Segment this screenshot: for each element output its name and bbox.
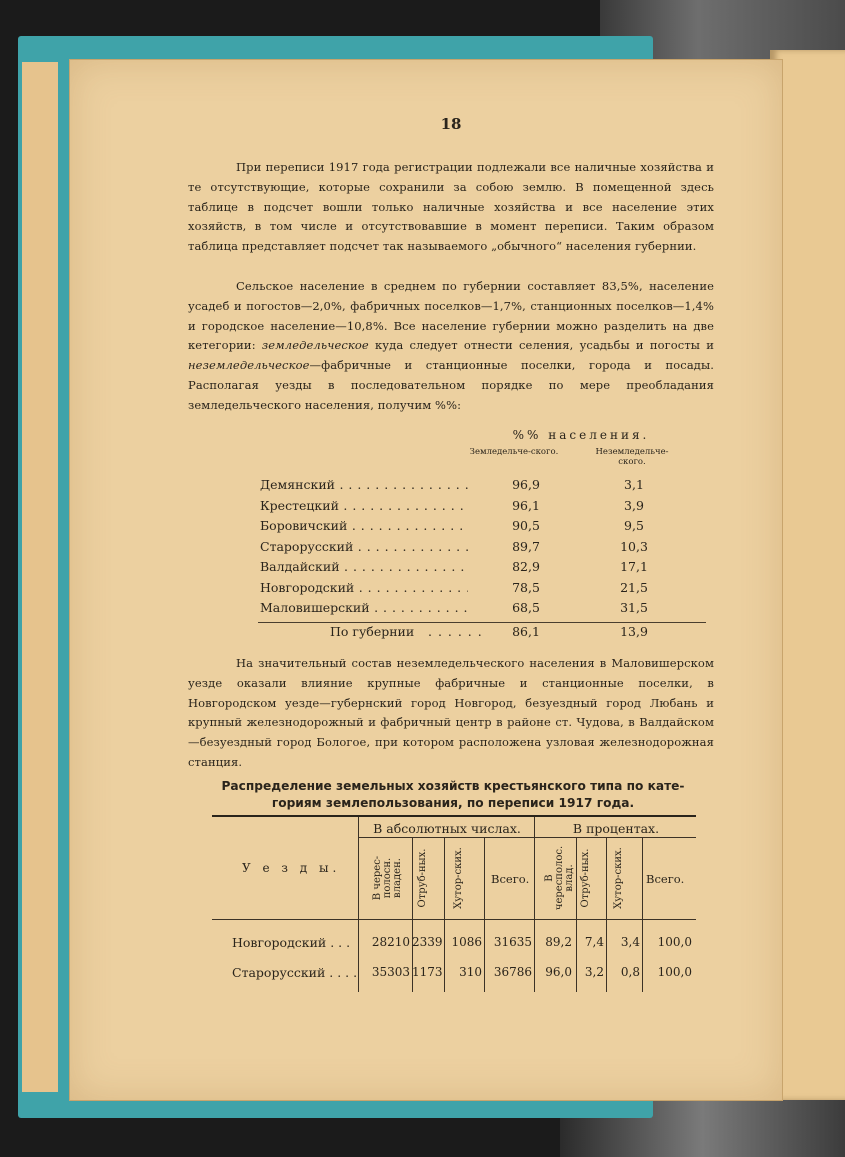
land-cell: 96,0: [545, 965, 572, 979]
land-cell: 31635: [493, 935, 532, 949]
district-name: Крестецкий . . .: [260, 498, 468, 513]
total-label: По губернии: [330, 624, 415, 639]
land-cell: 3,4: [620, 935, 640, 949]
population-row: [260, 580, 680, 600]
population-row: [260, 498, 680, 518]
nonagricultural-pct: 31,5: [620, 600, 648, 615]
agricultural-pct: 82,9: [512, 559, 540, 574]
paragraph-2-emphasis-1: земледельческое: [261, 338, 369, 353]
agricultural-pct: 96,1: [512, 498, 540, 513]
land-cell: 100,0: [657, 935, 692, 949]
land-cell: 7,4: [584, 935, 604, 949]
total-rule: [258, 622, 706, 623]
total-nonagricultural-pct: 13,9: [620, 624, 648, 639]
land-cell: 1086: [451, 935, 482, 949]
land-table-title: [190, 778, 716, 812]
nonagricultural-pct: 3,1: [624, 477, 644, 492]
district-name: Старорусский . . .: [260, 539, 468, 554]
land-cell: 35303: [371, 965, 410, 979]
population-row: [260, 600, 680, 620]
header-abs-total: Всего.: [491, 872, 530, 886]
population-row: [260, 539, 680, 559]
population-col-agricultural: Земледельче-ского.: [469, 447, 559, 457]
paragraph-2-text-b: куда следует отнести селения, усадьбы и погосты и: [374, 338, 714, 353]
nonagricultural-pct: 21,5: [620, 580, 648, 595]
paragraph-1: [188, 158, 714, 257]
paragraph-2-text-a: Сельское население в среднем по губернии составляет 83,5%, население усадеб и погостов—2,0%, фабричных поселков—1,7%, станционных поселков—1,4% и городское население—10,8%. Все население губернии можно разделить на две кетегории:: [188, 279, 714, 353]
land-cell: 89,2: [545, 935, 572, 949]
agricultural-pct: 78,5: [512, 580, 540, 595]
land-row-name: Новгородский . . .: [232, 935, 351, 950]
group-absolute-numbers: В абсолютных числах.: [373, 821, 521, 836]
group-rule: [358, 837, 696, 838]
paragraph-2-emphasis-2: неземледельческое: [188, 358, 310, 373]
page-number: 18: [440, 115, 462, 133]
agricultural-pct: 96,9: [512, 477, 540, 492]
land-cell: 36786: [493, 965, 532, 979]
population-col-nonagricultural: Неземледельче-ского.: [595, 447, 669, 467]
nonagricultural-pct: 10,3: [620, 539, 648, 554]
land-table: [212, 815, 696, 992]
header-pct-otrub: Отруб-ных.: [580, 848, 591, 908]
paragraph-3-text: На значительный состав неземледельческого населения в Маловишерском уезде оказали влияние крупные фабричные и станционные поселки, в Новгородском уезде—губернский город Новгород, безуездный город Любань и крупный железнодорожный и фабричный центр в районе ст. Чудова, в Валдайском—безуездный город Бологое, при котором расположена узловая железнодорожная станция.: [188, 656, 714, 769]
previous-pages-edge: [22, 62, 58, 1092]
agricultural-pct: 90,5: [512, 518, 540, 533]
paragraph-1-text: При переписи 1917 года регистрации подлежали все наличные хозяйства и те отсутствующие, которые сохранили за собою землю. В помещенной здесь таблице в подсчет вошли только наличные хозяйства и все население этих хозяйств, в том числе и отсутствовавшие в момент переписи. Таким образом таблица представляет подсчет так называемого „обычного“ населения губернии.: [188, 160, 714, 254]
total-agricultural-pct: 86,1: [512, 624, 540, 639]
agricultural-pct: 68,5: [512, 600, 540, 615]
population-row: [260, 477, 680, 497]
header-abs-cherespolos: В черес-полосн. владен.: [372, 855, 403, 901]
total-leader: . . . . . .: [428, 624, 483, 639]
land-table-title-line-1: Распределение земельных хозяйств крестьянского типа по кате-: [221, 779, 685, 793]
district-name: Демянский . . .: [260, 477, 468, 492]
district-name: Новгородский . . .: [260, 580, 468, 595]
land-cell: 310: [459, 965, 482, 979]
population-table-header: %% населения.: [512, 428, 650, 442]
header-pct-khutor: Хутор-ских.: [613, 847, 624, 909]
paragraph-3: [188, 654, 714, 773]
nonagricultural-pct: 9,5: [624, 518, 644, 533]
nonagricultural-pct: 17,1: [620, 559, 648, 574]
header-uezdy: У е з д ы.: [242, 861, 341, 875]
header-rule: [212, 919, 696, 920]
land-cell: 1173: [412, 965, 443, 979]
header-abs-otrub: Отруб-ных.: [417, 848, 428, 908]
paragraph-2-text-c: —фабричные и станционные поселки, города и посады. Располагая уезды в последовательном порядке по мере преобладания земледельческого населения, получим %%:: [188, 358, 714, 412]
header-pct-cherespolos: В чересполос. влад.: [544, 845, 575, 911]
district-name: Валдайский . . .: [260, 559, 468, 574]
paragraph-2: [188, 277, 714, 416]
district-name: Маловишерский . . .: [260, 600, 468, 615]
population-row: [260, 559, 680, 579]
header-abs-khutor: Хутор-ских.: [453, 847, 464, 909]
district-name: Боровичский . . .: [260, 518, 468, 533]
header-pct-total: Всего.: [646, 872, 685, 886]
agricultural-pct: 89,7: [512, 539, 540, 554]
population-row: [260, 518, 680, 538]
land-cell: 28210: [371, 935, 410, 949]
group-percent: В процентах.: [572, 821, 660, 836]
nonagricultural-pct: 3,9: [624, 498, 644, 513]
land-table-title-line-2: гориям землепользования, по переписи 1917 года.: [271, 796, 635, 810]
land-cell: 3,2: [584, 965, 604, 979]
land-row-name: Старорусский . . . .: [232, 965, 358, 980]
land-cell: 0,8: [620, 965, 640, 979]
land-cell: 100,0: [657, 965, 692, 979]
land-cell: 2339: [412, 935, 443, 949]
